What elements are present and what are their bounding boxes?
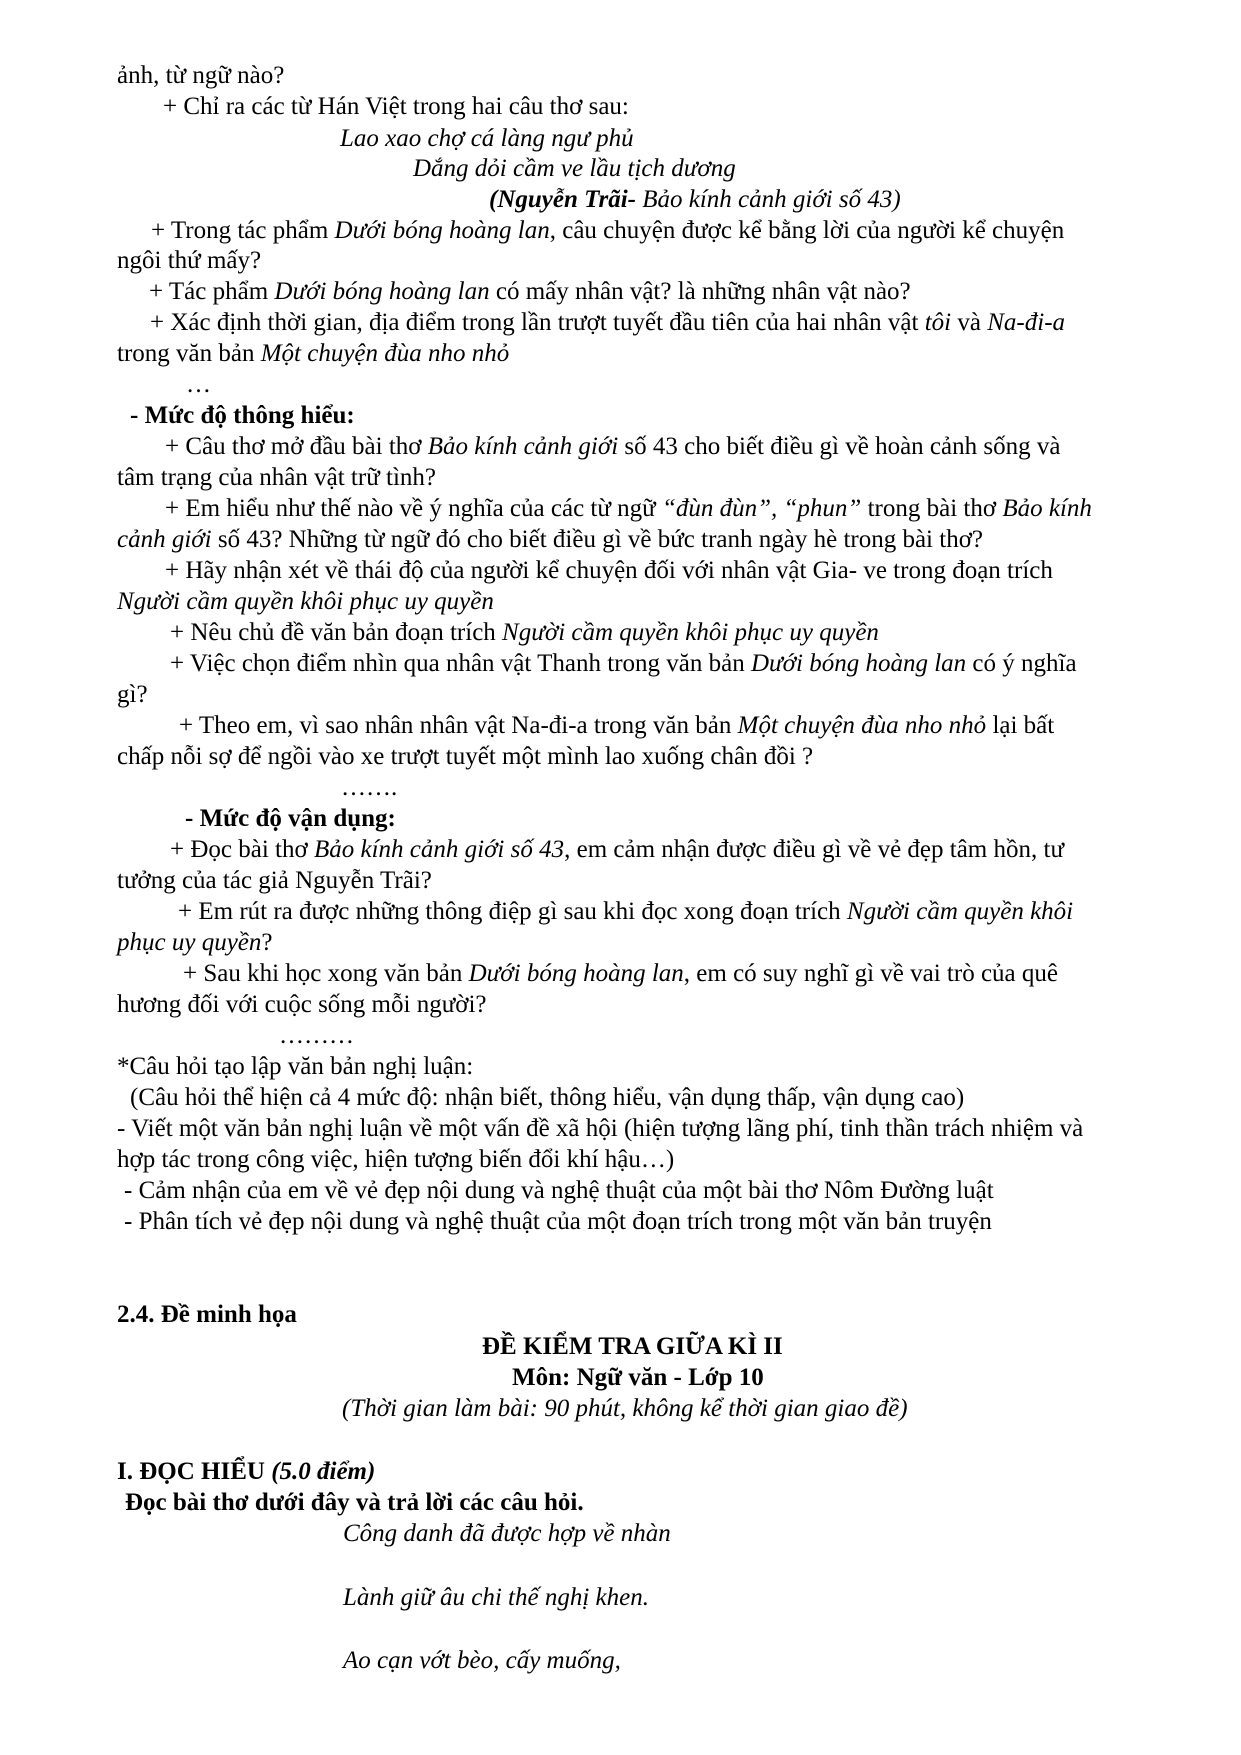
poem-citation (489, 184, 901, 215)
text-line: hương đối với cuộc sống mỗi người? (117, 991, 487, 1018)
section-heading: 2.4. Đề minh họa (117, 1301, 297, 1328)
text-line: chấp nỗi sợ để ngồi vào xe trượt tuyết một mình lao xuống chân đồi ? (117, 743, 814, 770)
text-line: (Câu hỏi thể hiện cả 4 mức độ: nhận biết, thông hiểu, vận dụng thấp, vận dụng cao) (130, 1084, 965, 1111)
part-heading: I. ĐỌC HIỂU (5.0 điểm) (117, 1458, 376, 1485)
ellipsis: ……. (341, 774, 398, 801)
text-line: - Phân tích vẻ đẹp nội dung và nghệ thuật của một đoạn trích trong một văn bản truyện (124, 1208, 992, 1235)
text-line: + Chỉ ra các từ Hán Việt trong hai câu thơ sau: (163, 93, 629, 120)
text-line: + Việc chọn điểm nhìn qua nhân vật Thanh trong văn bản Dưới bóng hoàng lan có ý nghĩa (170, 650, 1077, 677)
text-line: trong văn bản Một chuyện đùa nho nhỏ (117, 340, 510, 367)
ellipsis: … (186, 371, 211, 398)
essay-heading: *Câu hỏi tạo lập văn bản nghị luận: (117, 1053, 474, 1080)
text-line: + Tác phẩm Dưới bóng hoàng lan có mấy nhân vật? là những nhân vật nào? (149, 278, 911, 305)
citation-author: (Nguyễn Trãi- (489, 186, 636, 213)
text-line: + Sau khi học xong văn bản Dưới bóng hoàng lan, em có suy nghĩ gì về vai trò của quê (183, 960, 1058, 987)
heading-understand: - Mức độ thông hiểu: (130, 402, 355, 429)
exam-subject: Môn: Ngữ văn - Lớp 10 (512, 1364, 764, 1391)
text-line: + Hãy nhận xét về thái độ của người kể chuyện đối với nhân vật Gia- ve trong đoạn trích (165, 557, 1053, 584)
text-line: hợp tác trong công việc, hiện tượng biến đổi khí hậu…) (117, 1146, 675, 1173)
exam-title: ĐỀ KIỂM TRA GIỮA KÌ II (482, 1333, 783, 1360)
text-line: + Theo em, vì sao nhân nhân vật Na-đi-a trong văn bản Một chuyện đùa nho nhỏ lại bất (179, 712, 1055, 739)
text-line: - Cảm nhận của em về vẻ đẹp nội dung và nghệ thuật của một bài thơ Nôm Đường luật (124, 1177, 994, 1204)
text-line: + Đọc bài thơ Bảo kính cảnh giới số 43, em cảm nhận được điều gì về vẻ đẹp tâm hồn, tư (170, 836, 1064, 863)
text-line: ảnh, từ ngữ nào? (117, 62, 285, 89)
text-line: + Em hiểu như thế nào về ý nghĩa của các từ ngữ “đùn đùn”, “phun” trong bài thơ Bảo kính (165, 495, 1092, 522)
citation-work: Bảo kính cảnh giới số 43) (635, 186, 901, 213)
text-line: Người cầm quyền khôi phục uy quyền (117, 588, 494, 615)
poem-line: Công danh đã được hợp về nhàn (343, 1520, 671, 1547)
text-line: - Viết một văn bản nghị luận về một vấn đề xã hội (hiện tượng lãng phí, tinh thần trách nhiệm và (117, 1115, 1084, 1142)
poem-line: Ao cạn vớt bèo, cấy muống, (343, 1647, 621, 1674)
text-line: + Câu thơ mở đầu bài thơ Bảo kính cảnh giới số 43 cho biết điều gì về hoàn cảnh sống và (165, 433, 1061, 460)
poem-line: Lành giữ âu chi thế nghị khen. (343, 1584, 649, 1611)
text-line: + Trong tác phẩm Dưới bóng hoàng lan, câu chuyện được kể bằng lời của người kể chuyện (151, 217, 1065, 244)
text-line: tưởng của tác giả Nguyễn Trãi? (117, 867, 432, 894)
ellipsis: ……… (279, 1022, 354, 1049)
poem-line: Lao xao chợ cá làng ngư phủ (340, 125, 634, 152)
text-line: gì? (117, 681, 148, 708)
poem-line: Dắng dỏi cầm ve lầu tịch dương (413, 155, 736, 182)
exam-time: (Thời gian làm bài: 90 phút, không kể thời gian giao đề) (342, 1395, 908, 1422)
text-line: + Em rút ra được những thông điệp gì sau khi đọc xong đoạn trích Người cầm quyền khôi (178, 898, 1074, 925)
text-line: ngôi thứ mấy? (117, 247, 262, 274)
text-line: tâm trạng của nhân vật trữ tình? (117, 464, 436, 491)
text-line: + Nêu chủ đề văn bản đoạn trích Người cầm quyền khôi phục uy quyền (170, 619, 879, 646)
heading-apply: - Mức độ vận dụng: (185, 805, 396, 832)
text-line: phục uy quyền? (117, 929, 273, 956)
text-line: + Xác định thời gian, địa điểm trong lần trượt tuyết đầu tiên của hai nhân vật tôi và Na-đi-a (150, 309, 1066, 336)
instruction: Đọc bài thơ dưới đây và trả lời các câu hỏi. (125, 1489, 584, 1516)
text-line: cảnh giới số 43? Những từ ngữ đó cho biết điều gì về bức tranh ngày hè trong bài thơ? (117, 526, 984, 553)
